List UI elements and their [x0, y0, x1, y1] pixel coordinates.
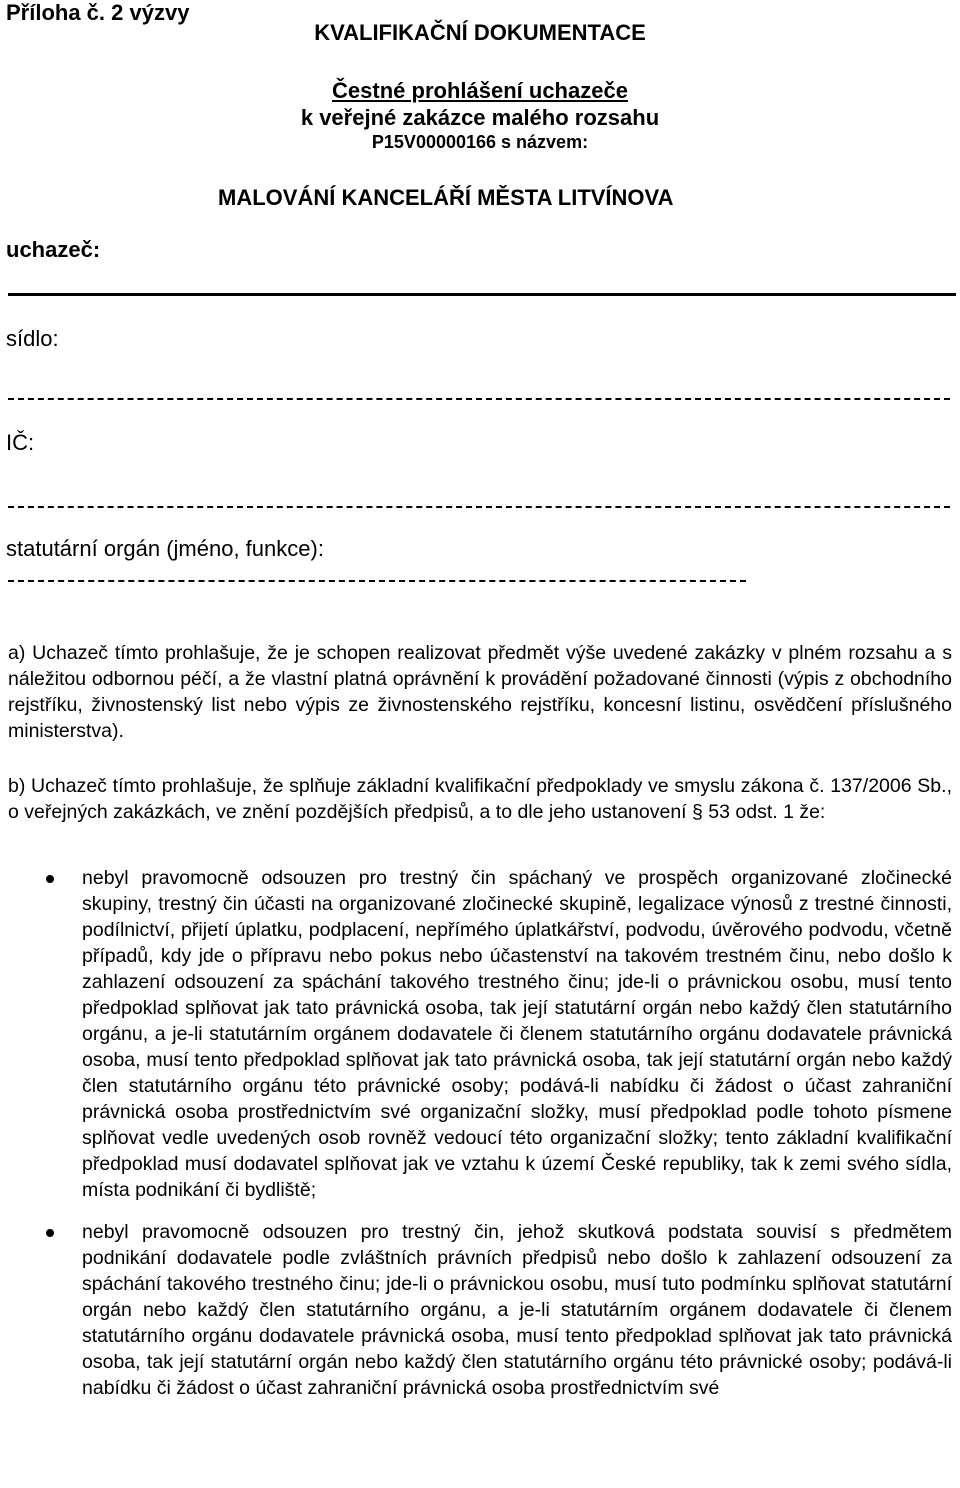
- paragraph-a: a) Uchazeč tímto prohlašuje, že je schopen realizovat předmět výše uvedené zakázky v plném rozsahu a s náležitou odbornou péčí, a že vlastní platná oprávnění k provádění požadované činnosti (výpis z obchodního rejstříku, živnostenský list nebo výpis ze živnostenského rejstříku, koncesní listinu, osvědčení příslušného ministerstva).: [8, 642, 952, 742]
- document-title: KVALIFIKAČNÍ DOKUMENTACE: [314, 20, 646, 45]
- list-item: [8, 865, 952, 1203]
- seat-label: sídlo:: [6, 326, 59, 351]
- bullet-icon: [46, 875, 54, 883]
- contract-name: MALOVÁNÍ KANCELÁŘÍ MĚSTA LITVÍNOVA: [218, 185, 674, 210]
- bullet-icon: [46, 1229, 54, 1237]
- attachment-label: Příloha č. 2 výzvy: [6, 0, 190, 25]
- id-field-line[interactable]: [8, 506, 950, 508]
- requirements-list: [8, 865, 952, 1401]
- contract-id: P15V00000166 s názvem:: [371, 132, 589, 152]
- paragraph-b: b) Uchazeč tímto prohlašuje, že splňuje základní kvalifikační předpoklady ve smyslu zákona č. 137/2006 Sb., o veřejných zakázkách, ve znění pozdějších předpisů, a to dle jeho ustanovení § 53 odst. 1 že:: [8, 775, 952, 823]
- list-item: [8, 1219, 952, 1401]
- contract-type: k veřejné zakázce malého rozsahu: [300, 105, 660, 130]
- statutory-label: statutární orgán (jméno, funkce):: [6, 536, 324, 561]
- statutory-field-line[interactable]: [8, 580, 746, 582]
- applicant-label: uchazeč:: [6, 237, 101, 262]
- declaration-title: Čestné prohlášení uchazeče: [332, 78, 628, 103]
- id-label: IČ:: [6, 430, 35, 455]
- seat-field-line[interactable]: [8, 398, 950, 400]
- list-item-text: nebyl pravomocně odsouzen pro trestný čin, jehož skutková podstata souvisí s předmětem podnikání dodavatele podle zvláštních právních předpisů nebo došlo k zahlazení odsouzení za spáchání takového trestného činu; jde-li o právnickou osobu, musí tuto podmínku splňovat statutární orgán nebo každý člen statutárního orgánu, a je-li statutárním orgánem dodavatele či členem statutárního orgánu dodavatele právnická osoba, musí tento předpoklad splňovat jak tato právnická osoba, tak její statutární orgán nebo každý člen statutárního orgánu této právnické osoby; podává-li nabídku či žádost o účast zahraniční právnická osoba prostřednictvím své: [82, 1221, 952, 1399]
- list-item-text: nebyl pravomocně odsouzen pro trestný čin spáchaný ve prospěch organizované zločinecké skupiny, trestný čin účasti na organizované zločinecké skupině, legalizace výnosů z trestné činnosti, podílnictví, přijetí úplatku, podplacení, nepřímého úplatkářství, podvodu, úvěrového podvodu, včetně případů, kdy jde o přípravu nebo pokus nebo účastenství na takovém trestném činu, nebo došlo k zahlazení odsouzení za spáchání takového trestného činu; jde-li o právnickou osobu, musí tento předpoklad splňovat jak tato právnická osoba, tak její statutární orgán nebo každý člen statutárního orgánu, a je-li statutárním orgánem dodavatele či členem statutárního orgánu dodavatele právnická osoba, musí tento předpoklad splňovat jak tato právnická osoba, tak její statutární orgán nebo každý člen statutárního orgánu této právnické osoby; podává-li nabídku či žádost o účast zahraniční právnická osoba prostřednictvím své organizační složky, musí předpoklad podle tohoto písmene splňovat vedle uvedených osob rovněž vedoucí této organizační složky; tento základní kvalifikační předpoklad musí dodavatel splňovat jak ve vztahu k území České republiky, tak k zemi svého sídla, místa podnikání či bydliště;: [82, 867, 952, 1201]
- applicant-field-line[interactable]: [8, 293, 956, 296]
